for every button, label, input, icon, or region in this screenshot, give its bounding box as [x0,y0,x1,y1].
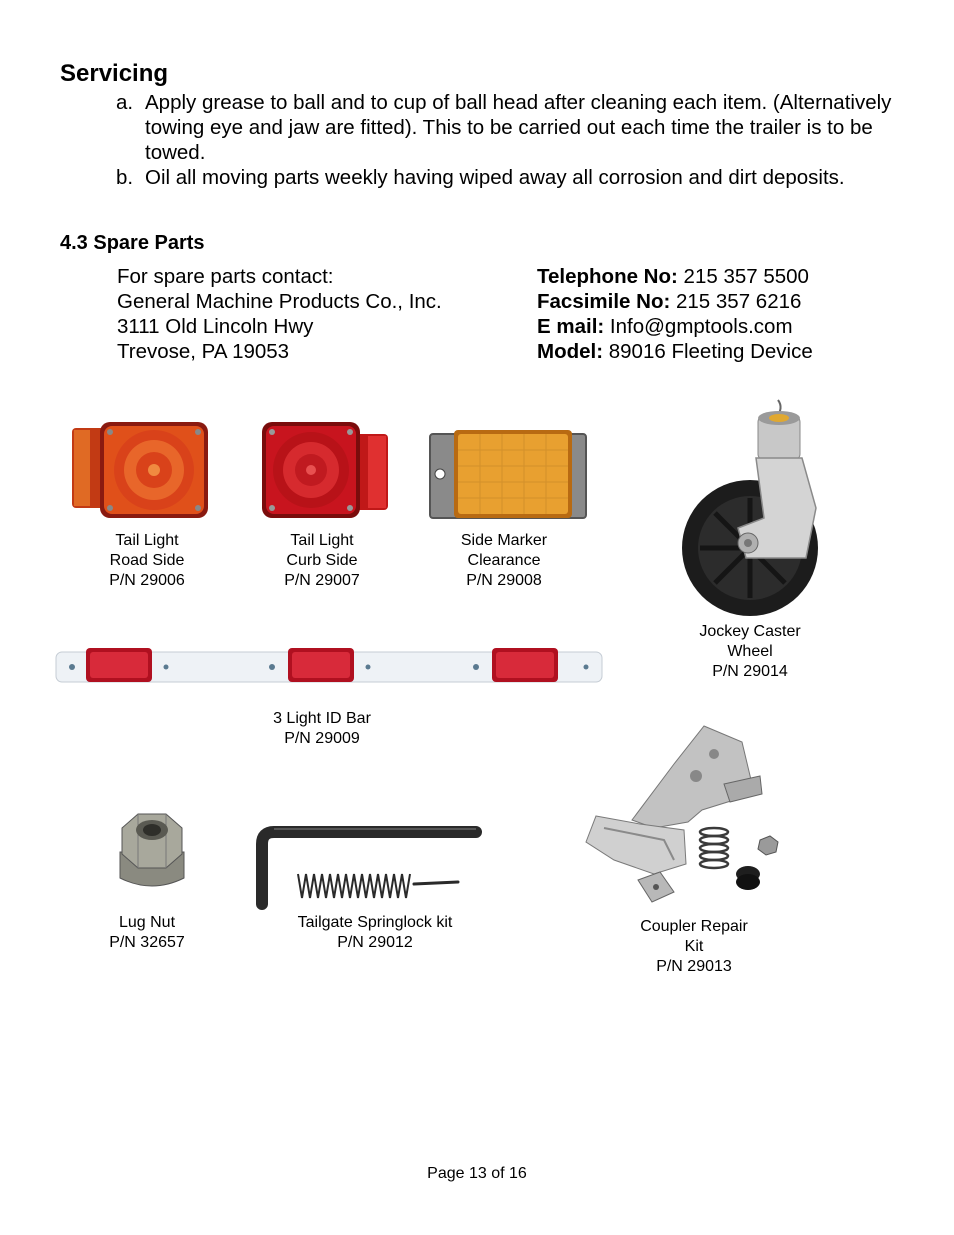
caption-line: P/N 29006 [109,572,185,589]
address-line: 3111 Old Lincoln Hwy [117,315,314,338]
caption-id-bar [222,709,422,749]
list-item-text: Apply grease to ball and to cup of ball head after cleaning each item. (Alternatively towing eye and jaw are fitted). This to be carried out each time the trailer is to be towed. [145,91,892,164]
caption-line: Jockey Caster [699,623,801,640]
caption-line: P/N 29009 [284,730,360,747]
jockey-caster-wheel-image [678,398,824,618]
caption-line: Clearance [467,552,541,569]
address-line: For spare parts contact: [117,265,334,288]
caption-line: Curb Side [286,552,358,569]
side-marker-image [430,430,586,520]
caption-line: P/N 32657 [109,934,185,951]
list-marker: a. [116,91,134,114]
lug-nut-image [112,808,192,892]
telephone-line [537,264,813,289]
caption-line: P/N 29008 [466,572,542,589]
caption-line: P/N 29012 [337,934,413,951]
supplier-contact [537,264,813,364]
list-item [116,165,906,190]
address-line: Trevose, PA 19053 [117,340,290,363]
caption-coupler-repair-kit [619,917,769,977]
contact-value: Info@gmptools.com [609,315,793,338]
id-bar-image [56,646,602,686]
caption-line: Side Marker [460,532,548,549]
caption-tail-light-curb-side [247,531,397,591]
caption-tail-light-road-side [72,531,222,591]
section-title-servicing: Servicing [60,60,169,87]
caption-tailgate-springlock-kit [270,913,480,953]
contact-label: Model: [537,340,604,363]
caption-side-marker [429,531,579,591]
caption-line: Kit [684,938,704,955]
tailgate-springlock-kit-image [254,822,480,908]
caption-line: Tail Light [115,532,179,549]
coupler-repair-kit-image [584,724,786,904]
caption-line: P/N 29013 [656,958,732,975]
contact-value: 215 357 6216 [676,290,802,313]
page-number: Page 13 of 16 [427,1165,527,1182]
tail-light-road-side-image [72,420,212,520]
caption-line: Tailgate Springlock kit [297,914,453,931]
supplier-address [117,264,442,364]
servicing-list [116,90,906,190]
fax-line [537,289,813,314]
model-line [537,339,813,364]
list-marker: b. [116,166,134,189]
caption-line: P/N 29007 [284,572,360,589]
caption-line: Coupler Repair [640,918,748,935]
contact-value: 215 357 5500 [683,265,809,288]
section-title-spare-parts: 4.3 Spare Parts [60,232,205,254]
caption-line: Wheel [727,643,773,660]
list-item-text: Oil all moving parts weekly having wiped away all corrosion and dirt deposits. [145,166,845,189]
caption-line: Lug Nut [118,914,176,931]
list-item [116,90,906,165]
email-line [537,314,813,339]
caption-lug-nut [72,913,222,953]
caption-line: Tail Light [290,532,354,549]
address-line: General Machine Products Co., Inc. [117,290,442,313]
contact-label: Telephone No: [537,265,678,288]
tail-light-curb-side-image [260,420,390,520]
caption-line: 3 Light ID Bar [273,710,371,727]
contact-label: E mail: [537,315,605,338]
contact-value: 89016 Fleeting Device [608,340,813,363]
contact-label: Facsimile No: [537,290,671,313]
caption-jockey-caster-wheel [675,622,825,682]
caption-line: Road Side [109,552,185,569]
caption-line: P/N 29014 [712,663,788,680]
